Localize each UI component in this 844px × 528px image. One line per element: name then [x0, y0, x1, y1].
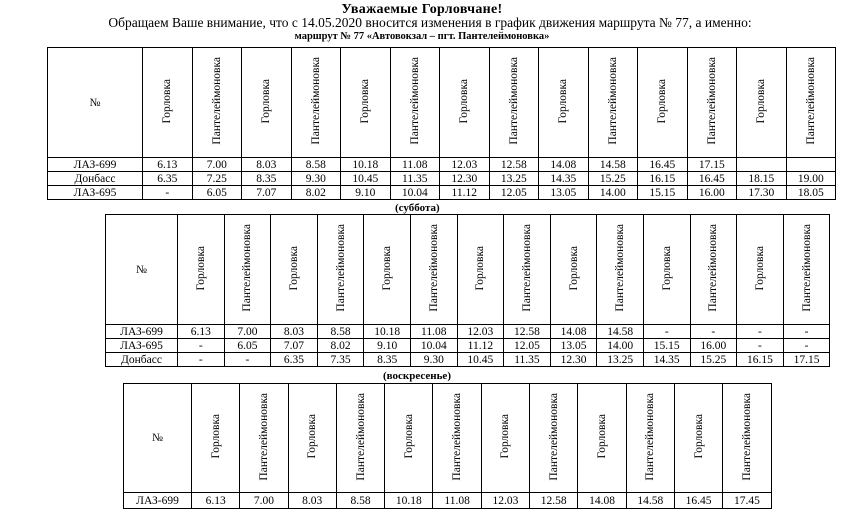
departure-time: 10.04: [390, 186, 440, 200]
departure-time: 17.15: [687, 158, 737, 172]
departure-time: 12.58: [530, 493, 578, 509]
stop-name: Пантелеймоновка: [451, 392, 464, 481]
table-row: [106, 353, 830, 367]
stop-name: Горловка: [692, 414, 705, 459]
stop-name: Горловка: [474, 245, 487, 291]
departure-time: -: [783, 339, 830, 353]
departure-time: 7.00: [240, 493, 288, 509]
departure-time: 16.45: [674, 493, 722, 509]
departure-time: [786, 158, 836, 172]
stop-header: [489, 48, 539, 158]
departure-time: 14.35: [643, 353, 690, 367]
header-row: [106, 215, 830, 325]
departure-time: -: [737, 339, 784, 353]
saturday-label: (суббота): [395, 202, 440, 214]
stop-name: Пантелеймоновка: [334, 224, 347, 312]
departure-time: -: [178, 339, 225, 353]
stop-name: Пантелеймоновка: [644, 392, 657, 481]
departure-time: 12.05: [489, 186, 539, 200]
departure-time: -: [643, 325, 690, 339]
stop-name: Горловка: [359, 78, 372, 124]
departure-time: 11.12: [440, 186, 490, 200]
departure-time: 12.30: [440, 172, 490, 186]
stop-header: [288, 384, 336, 493]
stop-header: [481, 384, 529, 493]
departure-time: 12.03: [457, 325, 504, 339]
stop-header: [638, 48, 688, 158]
departure-time: 8.03: [271, 325, 318, 339]
stop-header: [504, 215, 551, 325]
stop-header: [390, 48, 440, 158]
stop-header: [737, 48, 787, 158]
stop-header: [530, 384, 578, 493]
stop-name: Горловка: [209, 414, 222, 459]
stop-header: [626, 384, 674, 493]
stop-header: [410, 215, 457, 325]
departure-time: 6.13: [178, 325, 225, 339]
stop-name: Пантелеймоновка: [241, 224, 254, 312]
stop-header: [786, 48, 836, 158]
departure-time: 14.58: [626, 493, 674, 509]
stop-header: [240, 384, 288, 493]
departure-time: 7.35: [317, 353, 364, 367]
departure-time: 14.58: [597, 325, 644, 339]
stop-name: Горловка: [755, 78, 768, 124]
departure-time: 10.45: [457, 353, 504, 367]
sunday-timetable: [123, 383, 772, 509]
stop-name: Горловка: [567, 245, 580, 291]
departure-time: 6.35: [271, 353, 318, 367]
stop-header: [178, 215, 225, 325]
departure-time: 6.05: [224, 339, 271, 353]
departure-time: 14.58: [588, 158, 638, 172]
stop-header: [783, 215, 830, 325]
bus-model: ЛАЗ-699: [124, 493, 192, 509]
bus-model: ЛАЗ-699: [106, 325, 178, 339]
departure-time: 15.25: [690, 353, 737, 367]
saturday-timetable: [105, 214, 830, 367]
departure-time: 9.10: [341, 186, 391, 200]
page-title: Уважаемые Горловчане!: [341, 2, 503, 17]
stop-name: Пантелеймоновка: [740, 392, 753, 481]
number-header: №: [106, 215, 178, 325]
table-row: [106, 339, 830, 353]
departure-time: 17.15: [783, 353, 830, 367]
stop-name: Горловка: [557, 78, 570, 124]
departure-time: 12.58: [489, 158, 539, 172]
bus-model: ЛАЗ-699: [48, 158, 143, 172]
stop-name: Пантелеймоновка: [547, 392, 560, 481]
stop-name: Пантелеймоновка: [427, 224, 440, 312]
departure-time: 14.08: [550, 325, 597, 339]
stop-header: [317, 215, 364, 325]
stop-name: Пантелеймоновка: [210, 57, 223, 145]
departure-time: 7.00: [224, 325, 271, 339]
header-row: [124, 384, 772, 493]
stop-header: [643, 215, 690, 325]
departure-time: 13.05: [539, 186, 589, 200]
departure-time: 10.18: [364, 325, 411, 339]
stop-name: Пантелеймоновка: [257, 392, 270, 481]
stop-header: [271, 215, 318, 325]
table-row: [106, 325, 830, 339]
departure-time: 8.58: [336, 493, 384, 509]
stop-name: Пантелеймоновка: [354, 392, 367, 481]
departure-time: 16.45: [687, 172, 737, 186]
table-row: [48, 158, 836, 172]
departure-time: 11.35: [504, 353, 551, 367]
departure-time: 7.07: [242, 186, 292, 200]
stop-name: Горловка: [499, 414, 512, 459]
stop-header: [341, 48, 391, 158]
departure-time: 8.58: [317, 325, 364, 339]
notice-text: Обращаем Ваше внимание, что с 14.05.2020 вносится изменения в график движения маршрута № 77, а именно:: [108, 15, 752, 30]
departure-time: 19.00: [786, 172, 836, 186]
bus-model: ЛАЗ-695: [106, 339, 178, 353]
departure-time: 11.08: [433, 493, 481, 509]
departure-time: 6.13: [192, 493, 240, 509]
stop-header: [457, 215, 504, 325]
stop-header: [364, 215, 411, 325]
departure-time: 16.15: [638, 172, 688, 186]
table-row: [48, 186, 836, 200]
table-row: [124, 493, 772, 509]
departure-time: 12.03: [440, 158, 490, 172]
departure-time: 18.05: [786, 186, 836, 200]
departure-time: 8.02: [317, 339, 364, 353]
stop-header: [597, 215, 644, 325]
departure-time: 12.03: [481, 493, 529, 509]
stop-name: Пантелеймоновка: [507, 57, 520, 145]
stop-name: Горловка: [753, 245, 766, 291]
departure-time: 11.35: [390, 172, 440, 186]
departure-time: 12.30: [550, 353, 597, 367]
stop-name: Пантелеймоновка: [408, 57, 421, 145]
departure-time: 13.25: [489, 172, 539, 186]
departure-time: 13.05: [550, 339, 597, 353]
departure-time: 8.35: [364, 353, 411, 367]
departure-time: 10.18: [385, 493, 433, 509]
stop-name: Пантелеймоновка: [804, 57, 817, 145]
stop-name: Пантелеймоновка: [614, 224, 627, 312]
stop-header: [539, 48, 589, 158]
stop-name: Пантелеймоновка: [309, 57, 322, 145]
departure-time: 16.00: [687, 186, 737, 200]
departure-time: 7.25: [192, 172, 242, 186]
departure-time: [737, 158, 787, 172]
departure-time: -: [690, 325, 737, 339]
stop-name: Горловка: [381, 245, 394, 291]
departure-time: 17.45: [723, 493, 771, 509]
stop-name: Пантелеймоновка: [707, 224, 720, 312]
departure-time: 14.08: [539, 158, 589, 172]
number-header: №: [124, 384, 192, 493]
departure-time: 16.00: [690, 339, 737, 353]
departure-time: 6.13: [143, 158, 193, 172]
departure-time: 10.18: [341, 158, 391, 172]
stop-name: Горловка: [660, 245, 673, 291]
stop-name: Горловка: [306, 414, 319, 459]
stop-header: [687, 48, 737, 158]
departure-time: 6.35: [143, 172, 193, 186]
stop-header: [550, 215, 597, 325]
departure-time: 14.00: [597, 339, 644, 353]
stop-name: Горловка: [161, 78, 174, 124]
stop-name: Пантелеймоновка: [800, 224, 813, 312]
weekday-timetable: [47, 47, 836, 200]
departure-time: 7.00: [192, 158, 242, 172]
departure-time: 17.30: [737, 186, 787, 200]
departure-time: -: [178, 353, 225, 367]
stop-name: Горловка: [194, 245, 207, 291]
departure-time: 12.58: [504, 325, 551, 339]
departure-time: 8.03: [242, 158, 292, 172]
departure-time: 8.58: [291, 158, 341, 172]
stop-header: [723, 384, 771, 493]
departure-time: -: [737, 325, 784, 339]
departure-time: 8.02: [291, 186, 341, 200]
stop-header: [192, 384, 240, 493]
departure-time: 9.10: [364, 339, 411, 353]
departure-time: 15.15: [638, 186, 688, 200]
stop-name: Горловка: [260, 78, 273, 124]
departure-time: 13.25: [597, 353, 644, 367]
departure-time: 11.08: [410, 325, 457, 339]
departure-time: 9.30: [291, 172, 341, 186]
stop-header: [336, 384, 384, 493]
stop-name: Пантелеймоновка: [520, 224, 533, 312]
departure-time: 14.08: [578, 493, 626, 509]
stop-header: [578, 384, 626, 493]
stop-name: Горловка: [402, 414, 415, 459]
stop-header: [192, 48, 242, 158]
sunday-label: (воскресенье): [383, 370, 451, 382]
departure-time: 12.05: [504, 339, 551, 353]
departure-time: 8.35: [242, 172, 292, 186]
header-row: [48, 48, 836, 158]
stop-name: Пантелеймоновка: [705, 57, 718, 145]
bus-model: ЛАЗ-695: [48, 186, 143, 200]
departure-time: 8.03: [288, 493, 336, 509]
departure-time: 11.12: [457, 339, 504, 353]
table-row: [48, 172, 836, 186]
departure-time: 18.15: [737, 172, 787, 186]
bus-model: Донбасс: [106, 353, 178, 367]
stop-header: [440, 48, 490, 158]
stop-name: Горловка: [458, 78, 471, 124]
stop-name: Горловка: [287, 245, 300, 291]
stop-header: [690, 215, 737, 325]
departure-time: 10.04: [410, 339, 457, 353]
stop-header: [143, 48, 193, 158]
departure-time: -: [224, 353, 271, 367]
stop-header: [291, 48, 341, 158]
stop-header: [674, 384, 722, 493]
departure-time: 7.07: [271, 339, 318, 353]
bus-model: Донбасс: [48, 172, 143, 186]
departure-time: 16.15: [737, 353, 784, 367]
departure-time: 14.00: [588, 186, 638, 200]
departure-time: 11.08: [390, 158, 440, 172]
number-header: №: [48, 48, 143, 158]
stop-header: [737, 215, 784, 325]
route-title: маршрут № 77 «Автовокзал – пгт. Пантелеймоновка»: [294, 31, 550, 42]
stop-name: Пантелеймоновка: [606, 57, 619, 145]
stop-header: [385, 384, 433, 493]
departure-time: 15.15: [643, 339, 690, 353]
stop-header: [242, 48, 292, 158]
stop-header: [433, 384, 481, 493]
departure-time: 15.25: [588, 172, 638, 186]
departure-time: 9.30: [410, 353, 457, 367]
departure-time: 6.05: [192, 186, 242, 200]
departure-time: 16.45: [638, 158, 688, 172]
departure-time: -: [783, 325, 830, 339]
departure-time: 14.35: [539, 172, 589, 186]
departure-time: 10.45: [341, 172, 391, 186]
stop-header: [224, 215, 271, 325]
stop-name: Горловка: [656, 78, 669, 124]
stop-name: Горловка: [596, 414, 609, 459]
stop-header: [588, 48, 638, 158]
departure-time: -: [143, 186, 193, 200]
